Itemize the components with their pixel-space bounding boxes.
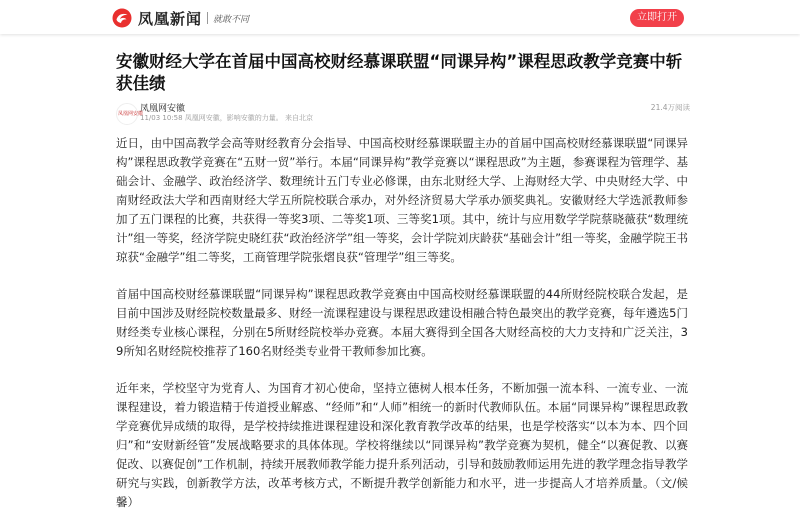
view-count: 21.4万阅读 [650,103,690,112]
author-row [116,101,690,123]
author-name[interactable]: 凤凰网安徽 [140,104,186,114]
avatar-label: 凤凰网安徽 [118,111,144,117]
brand-slogan: 就敢不同 [213,14,250,25]
open-app-button[interactable]: 立即打开 [630,9,684,27]
paragraph: 首届中国高校财经慕课联盟“同课异构”课程思政教学竞赛由中国高校财经慕课联盟的44所财经院校联合发起，是目前中国涉及财经院校数量最多、财经一流课程建设与课程思政建设相融合特色最突出的教学竞赛，每年遴选5门财经类专业核心课程，分别在5所财经院校举办竞赛。本届大赛得到全国各大财经高校的大力支持和广泛关注，39所知名财经院校推荐了160名财经类专业骨干教师参加比赛。 [116,287,688,358]
article-body [116,134,688,512]
logo[interactable] [112,8,249,28]
brand-name: 凤凰新闻 [138,9,203,28]
logo-divider [207,12,208,24]
author-meta: 11/03 10:58 凤凰网安徽，影响安徽的力量。 来自北京 [140,114,314,122]
article-title: 安徽财经大学在首届中国高校财经慕课联盟“同课异构”课程思政教学竞赛中斩获佳绩 [116,52,683,93]
phoenix-logo-icon [112,8,132,28]
paragraph: 近日，由中国高教学会高等财经教育分会指导、中国高校财经慕课联盟主办的首届中国高校财经慕课联盟“同课异构”课程思政教学竞赛在“五财一贸”举行。本届“同课异构”教学竞赛以“课程思政”为主题，参赛课程为管理学、基础会计、金融学、政治经济学、数理统计五门专业必修课，由东北财经大学、上海财经大学、中央财经大学、中南财经政法大学和西南财经大学五所院校联合承办，对外经济贸易大学承办颁奖典礼。安徽财经大学选派教师参加了五门课程的比赛，共获得一等奖3项、二等奖1项、三等奖1项。其中，统计与应用数学学院蔡晓薇获“数理统计”组一等奖，经济学院史晓红获“政治经济学”组一等奖，会计学院刘庆龄获“基础会计”组一等奖，金融学院王书琼获“金融学”组二等奖，工商管理学院张熠良获“管理学”组三等奖。 [116,136,688,264]
top-bar [0,0,800,34]
paragraph: 近年来，学校坚守为党育人、为国育才初心使命，坚持立德树人根本任务，不断加强一流本科、一流专业、一流课程建设，着力锻造精于传道授业解惑、“经师”和“人师”相统一的新时代教师队伍。本届“同课异构”课程思政教学竞赛优异成绩的取得，是学校持续推进课程建设和深化教育教学改革的结果，也是学校落实“以本为本、四个回归”和“安财新经管”发展战略要求的具体体现。学校将继续以“同课异构”教学竞赛为契机，健全“以赛促教、以赛促改、以赛促创”工作机制，持续开展教师教学能力提升系列活动，引导和鼓励教师运用先进的教学理念指导教学研究与实践，创新教学方法，改革考核方式，不断提升教学创新能力和水平，进一步提高人才培养质量。（文/候馨） [116,381,688,509]
avatar[interactable] [116,103,144,125]
